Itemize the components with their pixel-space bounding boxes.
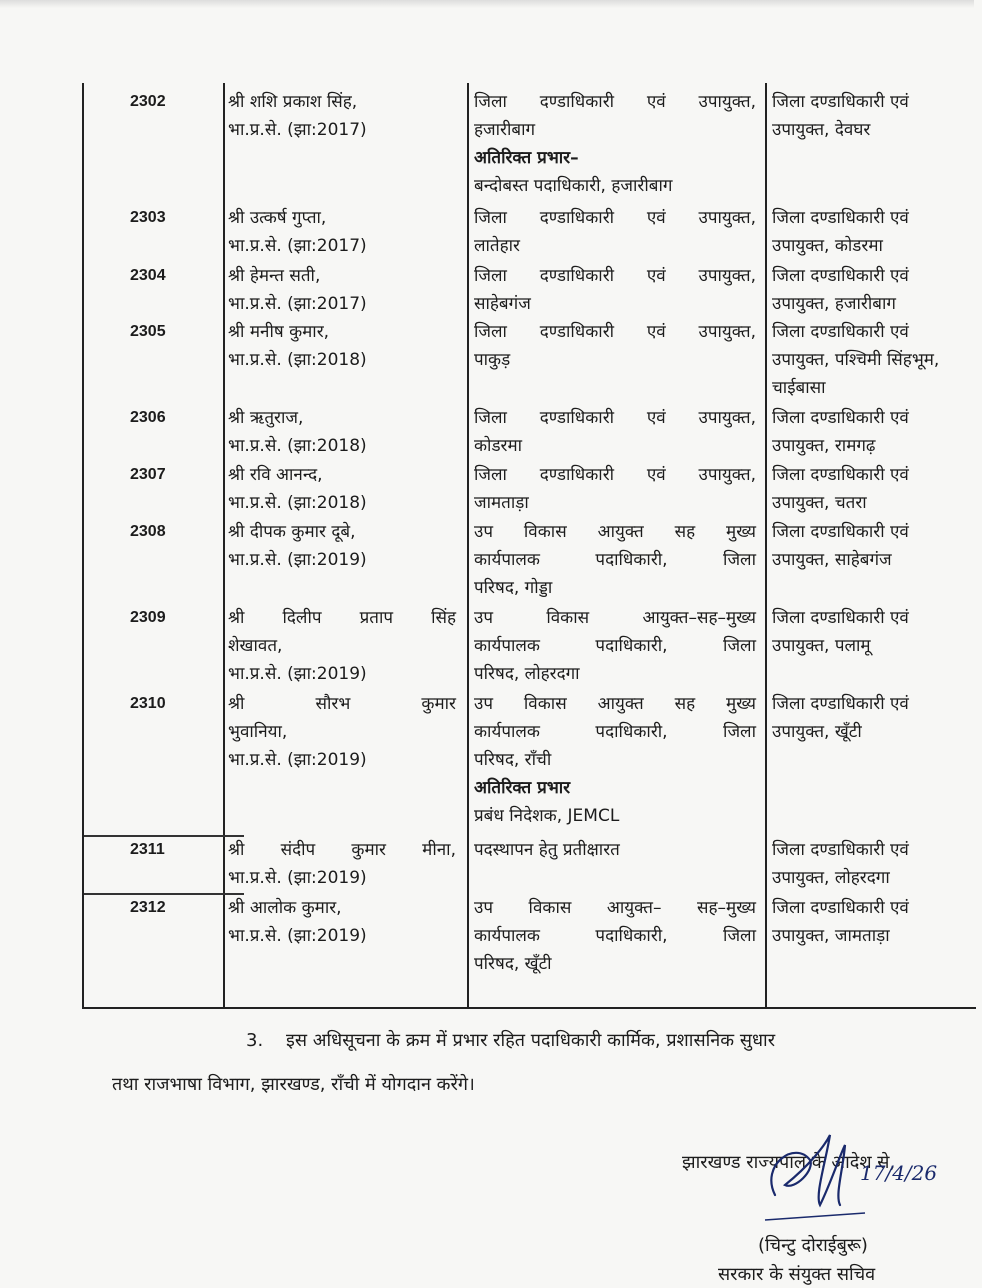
current-post-line: उप विकास आयुक्त– सह–मुख्य <box>474 898 756 918</box>
row-number: 2302 <box>130 93 166 110</box>
officer-name-line: श्री रवि आनन्द, <box>228 465 323 485</box>
current-post-line: परिषद, खूँटी <box>474 954 552 974</box>
current-post-line: परिषद, गोड्डा <box>474 578 553 598</box>
officer-name-line: भा.प्र.से. (झा:2017) <box>228 120 367 140</box>
officer-name-line: श्री हेमन्त सती, <box>228 266 321 286</box>
officer-name-line: भा.प्र.से. (झा:2019) <box>228 926 367 946</box>
new-post-line: उपायुक्त, हजारीबाग <box>772 294 896 314</box>
current-post-line: साहेबगंज <box>474 294 531 314</box>
officer-name-line: श्री शशि प्रकाश सिंह, <box>228 92 358 112</box>
officer-name-line: भा.प्र.से. (झा:2019) <box>228 664 367 684</box>
current-post-line: उप विकास आयुक्त–सह–मुख्य <box>474 608 756 628</box>
paragraph-line-2: तथा राजभाषा विभाग, झारखण्ड, राँची में योगदान करेंगे। <box>112 1074 475 1095</box>
current-post-line: जिला दण्डाधिकारी एवं उपायुक्त, <box>474 92 756 112</box>
new-post-line: उपायुक्त, लोहरदगा <box>772 868 890 888</box>
current-post-line: जिला दण्डाधिकारी एवं उपायुक्त, <box>474 465 756 485</box>
current-post-line: जामताड़ा <box>474 493 529 513</box>
officer-name-line: शेखावत, <box>228 636 283 656</box>
previous-page-edge <box>0 0 974 8</box>
current-post-line: उप विकास आयुक्त सह मुख्य <box>474 694 756 714</box>
current-post-line: कार्यपालक पदाधिकारी, जिला <box>474 550 756 570</box>
new-post-line: जिला दण्डाधिकारी एवं <box>772 208 909 228</box>
signature-image <box>755 1125 938 1225</box>
column-divider <box>467 83 469 1007</box>
additional-charge-heading: अतिरिक्त प्रभार <box>474 778 571 798</box>
signature-date: 17/4/26 <box>860 1161 938 1185</box>
officer-name-line: भा.प्र.से. (झा:2018) <box>228 350 367 370</box>
new-post-line: जिला दण्डाधिकारी एवं <box>772 840 909 860</box>
new-post-line: जिला दण्डाधिकारी एवं <box>772 408 909 428</box>
new-post-line: जिला दण्डाधिकारी एवं <box>772 898 909 918</box>
officer-name-line: श्री उत्कर्ष गुप्ता, <box>228 208 327 228</box>
new-post-line: उपायुक्त, खूँटी <box>772 722 862 742</box>
current-post-line: पाकुड़ <box>474 350 511 370</box>
signatory-name: (चिन्टु दोराईबुरू) <box>758 1235 868 1256</box>
current-post-line: कोडरमा <box>474 436 523 456</box>
new-post-line: उपायुक्त, साहेबगंज <box>772 550 892 570</box>
new-post-line: जिला दण्डाधिकारी एवं <box>772 266 909 286</box>
new-post-line: जिला दण्डाधिकारी एवं <box>772 465 909 485</box>
officer-name-line: श्री ऋतुराज, <box>228 408 304 428</box>
new-post-line: उपायुक्त, पश्चिमी सिंहभूम, <box>772 350 940 370</box>
row-number: 2311 <box>130 841 165 858</box>
current-post-line: जिला दण्डाधिकारी एवं उपायुक्त, <box>474 322 756 342</box>
order-line: झारखण्ड राज्यपाल के आदेश से, <box>682 1152 896 1173</box>
current-post-line: उप विकास आयुक्त सह मुख्य <box>474 522 756 542</box>
current-post-line: कार्यपालक पदाधिकारी, जिला <box>474 636 756 656</box>
officer-name-line: श्री सौरभ कुमार <box>228 694 456 714</box>
new-post-line: जिला दण्डाधिकारी एवं <box>772 522 909 542</box>
current-post-line: परिषद, राँची <box>474 750 552 770</box>
additional-charge-text: प्रबंध निदेशक, JEMCL <box>474 806 620 826</box>
row-number: 2306 <box>130 409 166 426</box>
current-post-line: लातेहार <box>474 236 521 256</box>
new-post-line: उपायुक्त, देवघर <box>772 120 871 140</box>
paragraph-line-1: इस अधिसूचना के क्रम में प्रभार रहित पदाधिकारी कार्मिक, प्रशासनिक सुधार <box>286 1030 776 1051</box>
new-post-line: उपायुक्त, कोडरमा <box>772 236 883 256</box>
new-post-line: जिला दण्डाधिकारी एवं <box>772 322 909 342</box>
row-number: 2308 <box>130 523 166 540</box>
new-post-line: उपायुक्त, पलामू <box>772 636 871 656</box>
current-post-line: कार्यपालक पदाधिकारी, जिला <box>474 926 756 946</box>
row-number: 2310 <box>130 695 166 712</box>
officer-name-line: भा.प्र.से. (झा:2017) <box>228 294 367 314</box>
current-post-line: परिषद, लोहरदगा <box>474 664 580 684</box>
new-post-line: चाईबासा <box>772 378 826 398</box>
officer-name-line: भा.प्र.से. (झा:2018) <box>228 436 367 456</box>
row-number: 2307 <box>130 466 166 483</box>
officer-name-line: भुवानिया, <box>228 722 288 742</box>
row-number: 2305 <box>130 323 166 340</box>
paragraph-number: 3. <box>246 1030 264 1051</box>
officer-name-line: श्री संदीप कुमार मीना, <box>228 840 456 860</box>
current-post-line: कार्यपालक पदाधिकारी, जिला <box>474 722 756 742</box>
current-post-line: जिला दण्डाधिकारी एवं उपायुक्त, <box>474 266 756 286</box>
current-post-line: हजारीबाग <box>474 120 536 140</box>
row-number: 2303 <box>130 209 166 226</box>
current-post-line: जिला दण्डाधिकारी एवं उपायुक्त, <box>474 408 756 428</box>
new-post-line: जिला दण्डाधिकारी एवं <box>772 92 909 112</box>
officer-name-line: भा.प्र.से. (झा:2019) <box>228 868 367 888</box>
officer-name-line: भा.प्र.से. (झा:2019) <box>228 750 367 770</box>
officer-name-line: श्री मनीष कुमार, <box>228 322 330 342</box>
row-number: 2312 <box>130 899 166 916</box>
additional-charge-heading: अतिरिक्त प्रभार– <box>474 148 579 168</box>
officer-name-line: श्री दीपक कुमार दूबे, <box>228 522 356 542</box>
officer-name-line: श्री आलोक कुमार, <box>228 898 342 918</box>
new-post-line: उपायुक्त, चतरा <box>772 493 867 513</box>
current-post-line: पदस्थापन हेतु प्रतीक्षारत <box>474 840 620 860</box>
officer-name-line: भा.प्र.से. (झा:2019) <box>228 550 367 570</box>
signatory-designation: सरकार के संयुक्त सचिव <box>718 1264 876 1285</box>
officer-name-line: श्री दिलीप प्रताप सिंह <box>228 608 456 628</box>
row-number: 2309 <box>130 609 166 626</box>
new-post-line: उपायुक्त, रामगढ़ <box>772 436 876 456</box>
officer-name-line: भा.प्र.से. (झा:2018) <box>228 493 367 513</box>
current-post-line: जिला दण्डाधिकारी एवं उपायुक्त, <box>474 208 756 228</box>
new-post-line: उपायुक्त, जामताड़ा <box>772 926 890 946</box>
officer-name-line: भा.प्र.से. (झा:2017) <box>228 236 367 256</box>
new-post-line: जिला दण्डाधिकारी एवं <box>772 608 909 628</box>
new-post-line: जिला दण्डाधिकारी एवं <box>772 694 909 714</box>
column-divider <box>765 83 767 1007</box>
additional-charge-text: बन्दोबस्त पदाधिकारी, हजारीबाग <box>474 176 673 196</box>
column-divider <box>223 83 225 1007</box>
row-number: 2304 <box>130 267 166 284</box>
